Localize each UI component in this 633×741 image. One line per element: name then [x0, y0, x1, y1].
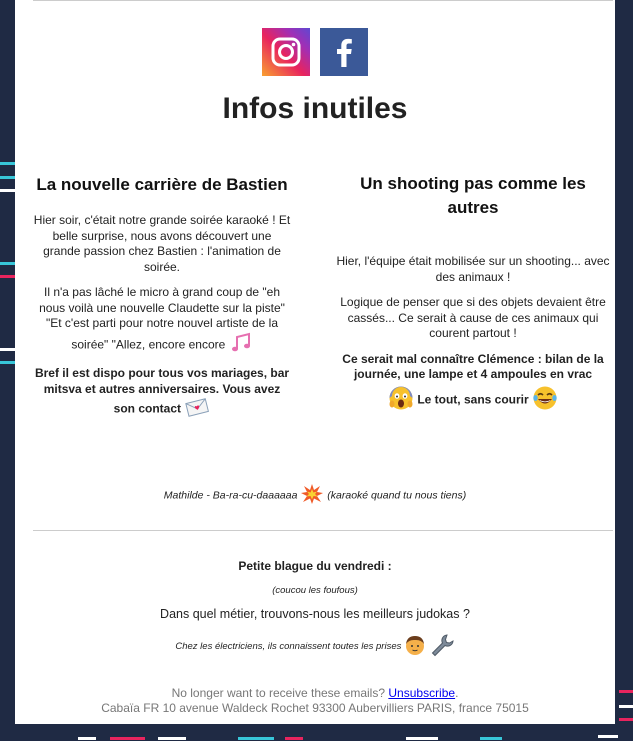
- screaming-face-icon: [388, 385, 414, 416]
- bg-stripe: [0, 262, 15, 265]
- section-divider: [33, 530, 613, 531]
- joke-question: Dans quel métier, trouvons-nous les meilleurs judokas ?: [160, 607, 470, 621]
- unsubscribe-line: [15, 686, 615, 700]
- article-paragraph: [333, 385, 613, 416]
- signature-text: Mathilde - Ba-ra-cu-daaaaaa: [163, 489, 298, 502]
- bg-stripe: [0, 189, 15, 192]
- unsubscribe-prompt: No longer want to receive these emails?: [171, 686, 386, 700]
- social-links: [15, 28, 615, 76]
- unsubscribe-link[interactable]: Unsubscribe: [388, 686, 456, 700]
- article-bastien: [33, 173, 291, 422]
- joke-answer: [15, 632, 615, 661]
- bg-stripe: [158, 737, 186, 740]
- joke-subheading: (coucou les foufous): [272, 585, 358, 596]
- tears-of-joy-icon: [532, 385, 558, 416]
- wrench-icon: [429, 632, 455, 661]
- bg-stripe: [480, 737, 502, 740]
- bg-stripe: [619, 718, 633, 721]
- footer-address: Cabaïa FR 10 avenue Waldeck Rochet 93300 Aubervilliers PARIS, france 75015: [101, 701, 529, 715]
- top-divider: [33, 0, 613, 1]
- instagram-glyph: [262, 28, 310, 76]
- bg-stripe: [0, 176, 15, 179]
- article-paragraph: [33, 366, 291, 422]
- bg-stripe: [406, 737, 438, 740]
- page-title: Infos inutiles: [222, 92, 408, 125]
- article-shooting: [333, 172, 613, 415]
- explosion-icon: [300, 483, 324, 508]
- article-paragraph-text: Il n'a pas lâché le micro à grand coup de "eh nous voilà une nouvelle Claudette sur la piste" "Et c'est parti pour notre nouvel artiste de la soirée" "Allez, encore encore: [39, 285, 285, 351]
- joke-answer-text: Chez les électriciens, ils connaissent toutes les prises: [175, 641, 402, 653]
- love-letter-icon: [184, 397, 210, 422]
- signature-note: (karaoké quand tu nous tiens): [327, 489, 467, 502]
- signature: [15, 483, 615, 508]
- article-paragraph: Logique de penser que si des objets devaient être cassés... Ce serait à cause de ces animaux qui courent partout !: [340, 295, 606, 340]
- joke-heading: Petite blague du vendredi :: [238, 559, 392, 573]
- music-notes-icon: [229, 332, 253, 359]
- bg-stripe: [238, 737, 274, 740]
- article-paragraph: Hier soir, c'était notre grande soirée karaoké ! Et belle surprise, nous avons découvert une grande passion chez Bastien : l'animation de soirée.: [33, 213, 291, 274]
- instagram-icon[interactable]: [262, 28, 310, 76]
- bg-stripe: [0, 162, 15, 165]
- facebook-icon[interactable]: [320, 28, 368, 76]
- bg-stripe: [598, 735, 618, 738]
- article-paragraph: [33, 285, 291, 358]
- article-paragraph: Ce serait mal connaître Clémence : bilan de la journée, une lampe et 4 ampoules en vrac: [342, 351, 604, 381]
- bg-stripe: [619, 690, 633, 693]
- facebook-glyph: [320, 28, 368, 76]
- bg-stripe: [0, 348, 15, 351]
- article-title: Un shooting pas comme les autres: [360, 174, 586, 217]
- bg-stripe: [619, 705, 633, 708]
- article-paragraph-text: Le tout, sans courir: [417, 391, 529, 406]
- email-card: [15, 0, 615, 724]
- article-title: La nouvelle carrière de Bastien: [36, 175, 288, 194]
- bg-stripe: [0, 361, 15, 364]
- bg-stripe: [110, 737, 145, 740]
- bg-stripe: [0, 275, 15, 278]
- article-paragraph-text: Bref il est dispo pour tous vos mariages, bar mitsva et autres anniversaires. Vous avez son contact: [34, 366, 290, 416]
- bg-stripe: [285, 737, 303, 740]
- article-paragraph: Hier, l'équipe était mobilisée sur un shooting... avec des animaux !: [336, 254, 610, 284]
- unsubscribe-period: .: [455, 686, 459, 700]
- man-face-icon: [404, 633, 426, 660]
- bg-stripe: [78, 737, 96, 740]
